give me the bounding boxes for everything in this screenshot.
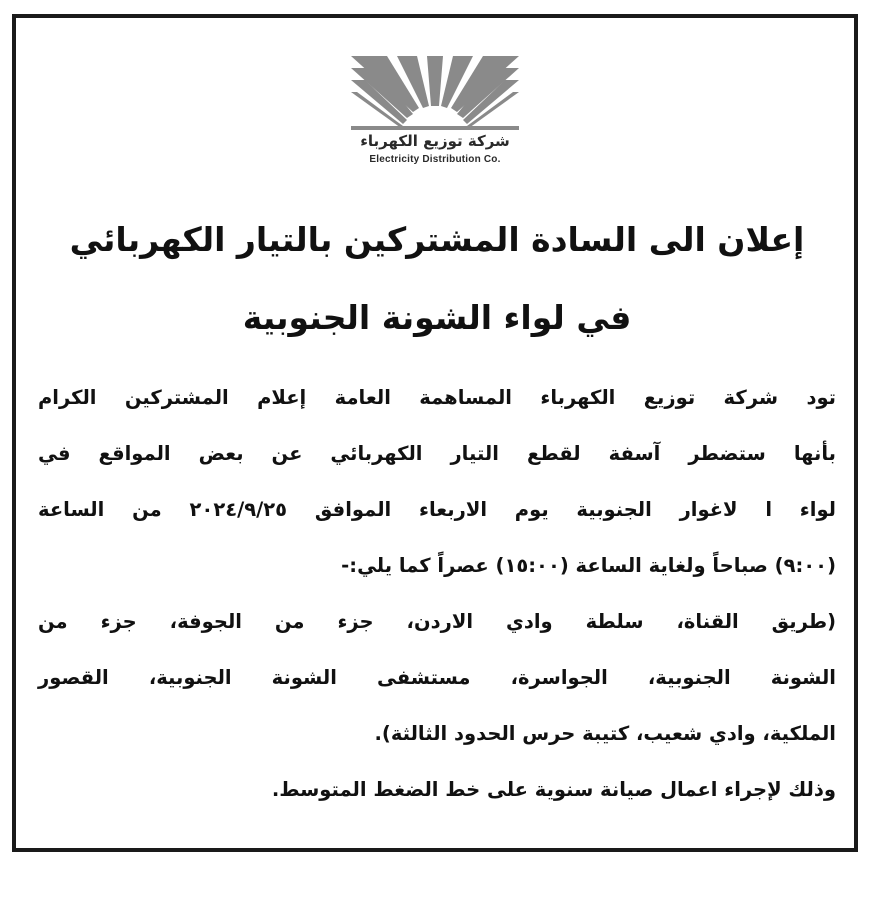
company-logo <box>331 52 539 170</box>
body-line: الملكية، وادي شعيب، كتيبة حرس الحدود الثالثة). <box>374 722 836 745</box>
body-line: (٩:٠٠) صباحاً ولغاية الساعة (١٥:٠٠) عصراً كما يلي:- <box>341 554 836 577</box>
announcement-title: إعلان الى السادة المشتركين بالتيار الكهربائي <box>69 220 805 259</box>
body-line: الشونة الجنوبية، الجواسرة، مستشفى الشونة الجنوبية، القصور <box>38 666 836 689</box>
logo-company-name-ar: شركة توزيع الكهرباء <box>360 132 510 150</box>
announcement-subtitle: في لواء الشونة الجنوبية <box>242 298 632 337</box>
body-line: (طريق القناة، سلطة وادي الاردن، جزء من الجوفة، جزء من <box>38 610 836 633</box>
body-line: تود شركة توزيع الكهرباء المساهمة العامة إعلام المشتركين الكرام <box>38 386 836 409</box>
body-line: لواء ا لاغوار الجنوبية يوم الاربعاء الموافق ٢٠٢٤/٩/٢٥ من الساعة <box>38 498 836 521</box>
announcement-body <box>38 370 836 818</box>
body-line: وذلك لإجراء اعمال صيانة سنوية على خط الضغط المتوسط. <box>271 778 836 801</box>
body-line: بأنها ستضطر آسفة لقطع التيار الكهربائي عن بعض المواقع في <box>38 442 836 465</box>
sunrise-rays-logo-icon <box>347 52 523 130</box>
logo-company-name-en: Electricity Distribution Co. <box>369 154 501 165</box>
